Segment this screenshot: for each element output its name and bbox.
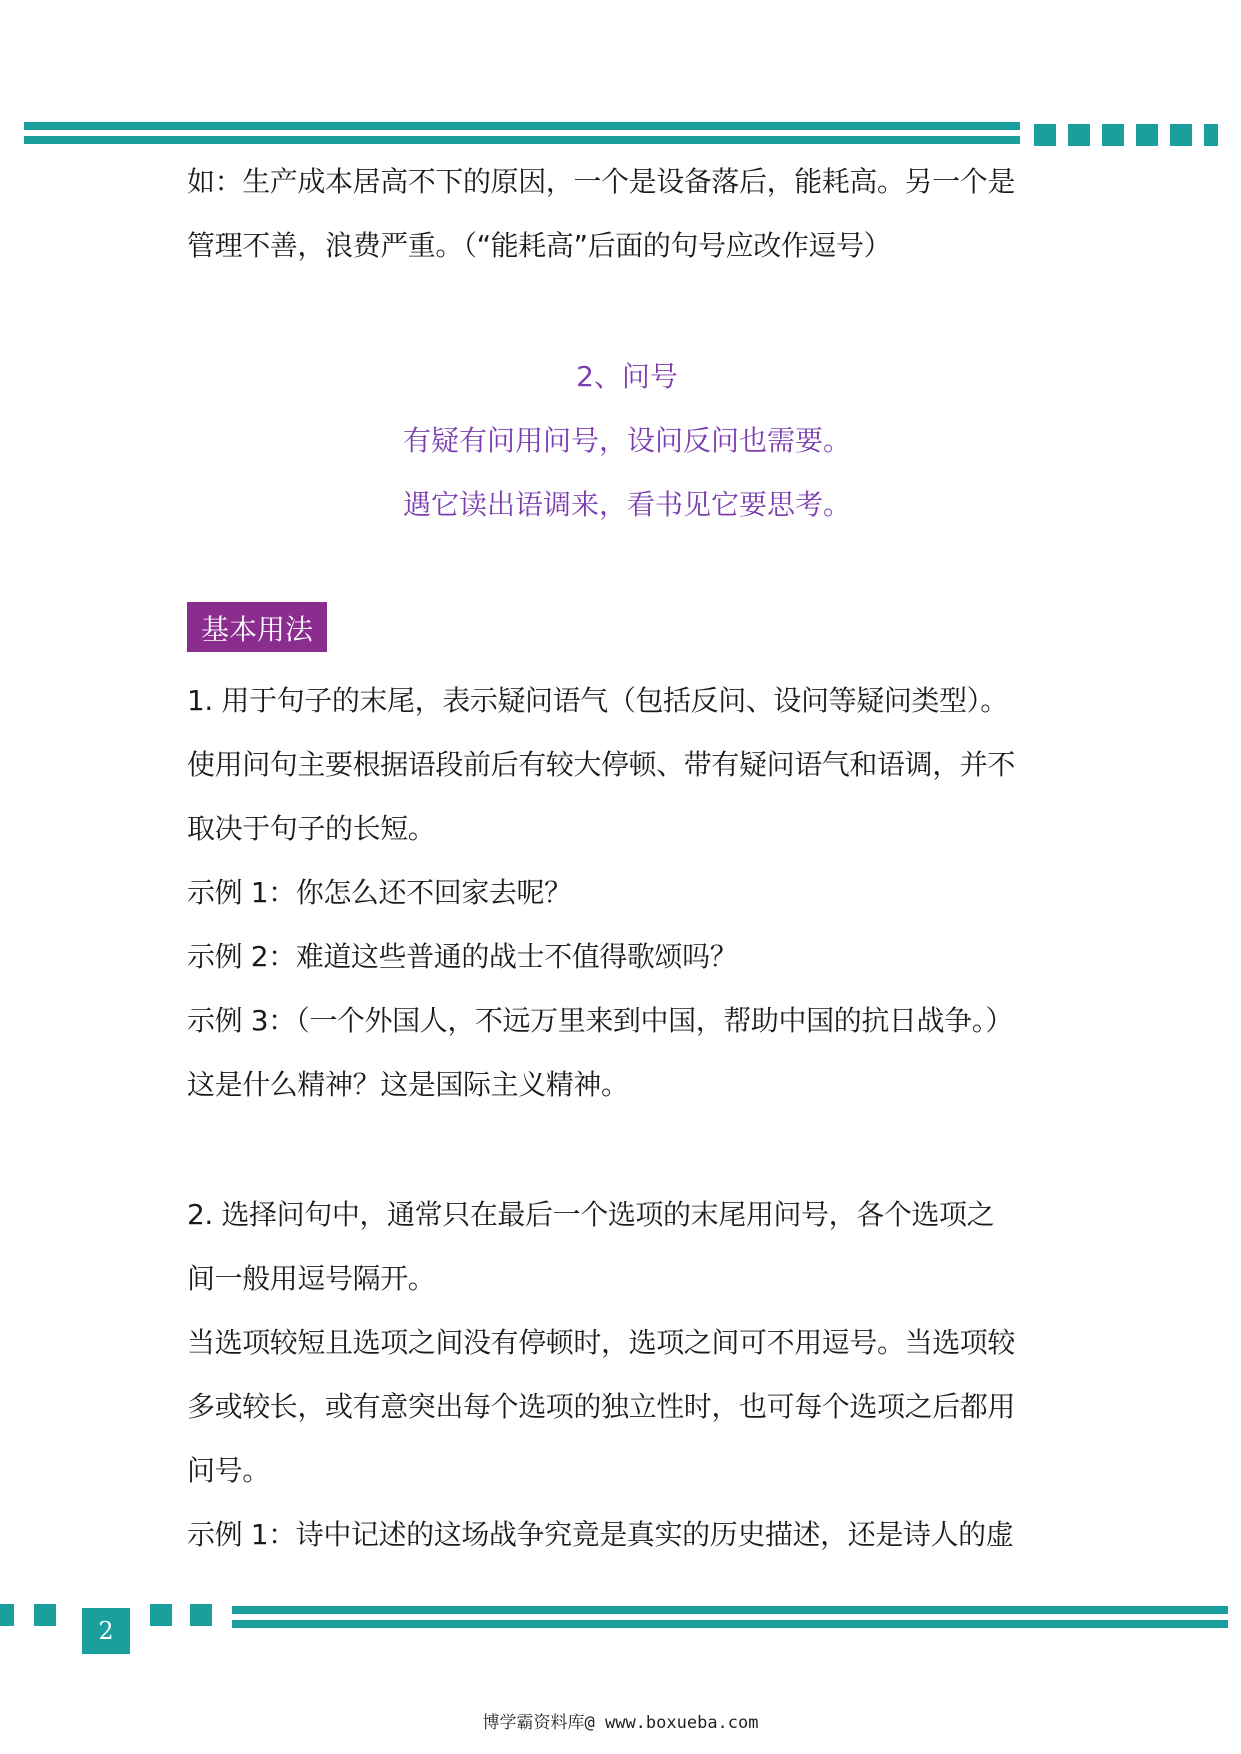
header-square — [1136, 124, 1158, 146]
header-square — [1170, 124, 1192, 146]
text-line: 取决于句子的长短。 — [187, 812, 436, 845]
example-line: 示例 2：难道这些普通的战士不值得歌颂吗？ — [187, 940, 738, 973]
text-line: 当选项较短且选项之间没有停顿时，选项之间可不用逗号。当选项较 — [187, 1326, 1016, 1359]
verse-line: 有疑有问用问号，设问反问也需要。 — [402, 424, 851, 457]
header-rule-top — [24, 122, 1020, 130]
text-line: 多或较长，或有意突出每个选项的独立性时，也可每个选项之后都用 — [187, 1390, 1016, 1423]
footer-watermark: 博学霸资料库@ www.boxueba.com — [482, 1713, 759, 1733]
text-line: 这是什么精神？这是国际主义精神。 — [187, 1068, 629, 1101]
section-badge: 基本用法 — [187, 602, 327, 652]
footer-square — [34, 1604, 56, 1626]
text-line: 间一般用逗号隔开。 — [187, 1262, 436, 1295]
footer-rule-top — [232, 1606, 1228, 1614]
text-line: 管理不善，浪费严重。（“能耗高”后面的句号应改作逗号） — [187, 229, 892, 262]
header-rule-bottom — [24, 136, 1020, 144]
text-line: 1. 用于句子的末尾，表示疑问语气（包括反问、设问等疑问类型）。 — [187, 684, 1008, 717]
text-line: 如：生产成本居高不下的原因，一个是设备落后，能耗高。另一个是 — [187, 165, 1016, 198]
example-line: 示例 3：（一个外国人，不远万里来到中国，帮助中国的抗日战争。） — [187, 1004, 1013, 1037]
section-title: 2、问号 — [576, 360, 678, 393]
header-square — [1034, 124, 1056, 146]
header-square — [1102, 124, 1124, 146]
text-line: 问号。 — [187, 1454, 270, 1487]
verse-line: 遇它读出语调来，看书见它要思考。 — [402, 488, 851, 521]
footer-rule-bottom — [232, 1620, 1228, 1628]
text-line: 2. 选择问句中，通常只在最后一个选项的末尾用问号，各个选项之 — [187, 1198, 995, 1231]
text-line: 使用问句主要根据语段前后有较大停顿、带有疑问语气和语调，并不 — [187, 748, 1016, 781]
header-square — [1068, 124, 1090, 146]
footer-square — [190, 1604, 212, 1626]
footer-square — [0, 1604, 14, 1626]
page-number: 2 — [82, 1608, 130, 1654]
header-square — [1204, 124, 1218, 146]
example-line: 示例 1：你怎么还不回家去呢？ — [187, 876, 572, 909]
example-line: 示例 1：诗中记述的这场战争究竟是真实的历史描述，还是诗人的虚 — [187, 1518, 1014, 1551]
footer-square — [150, 1604, 172, 1626]
